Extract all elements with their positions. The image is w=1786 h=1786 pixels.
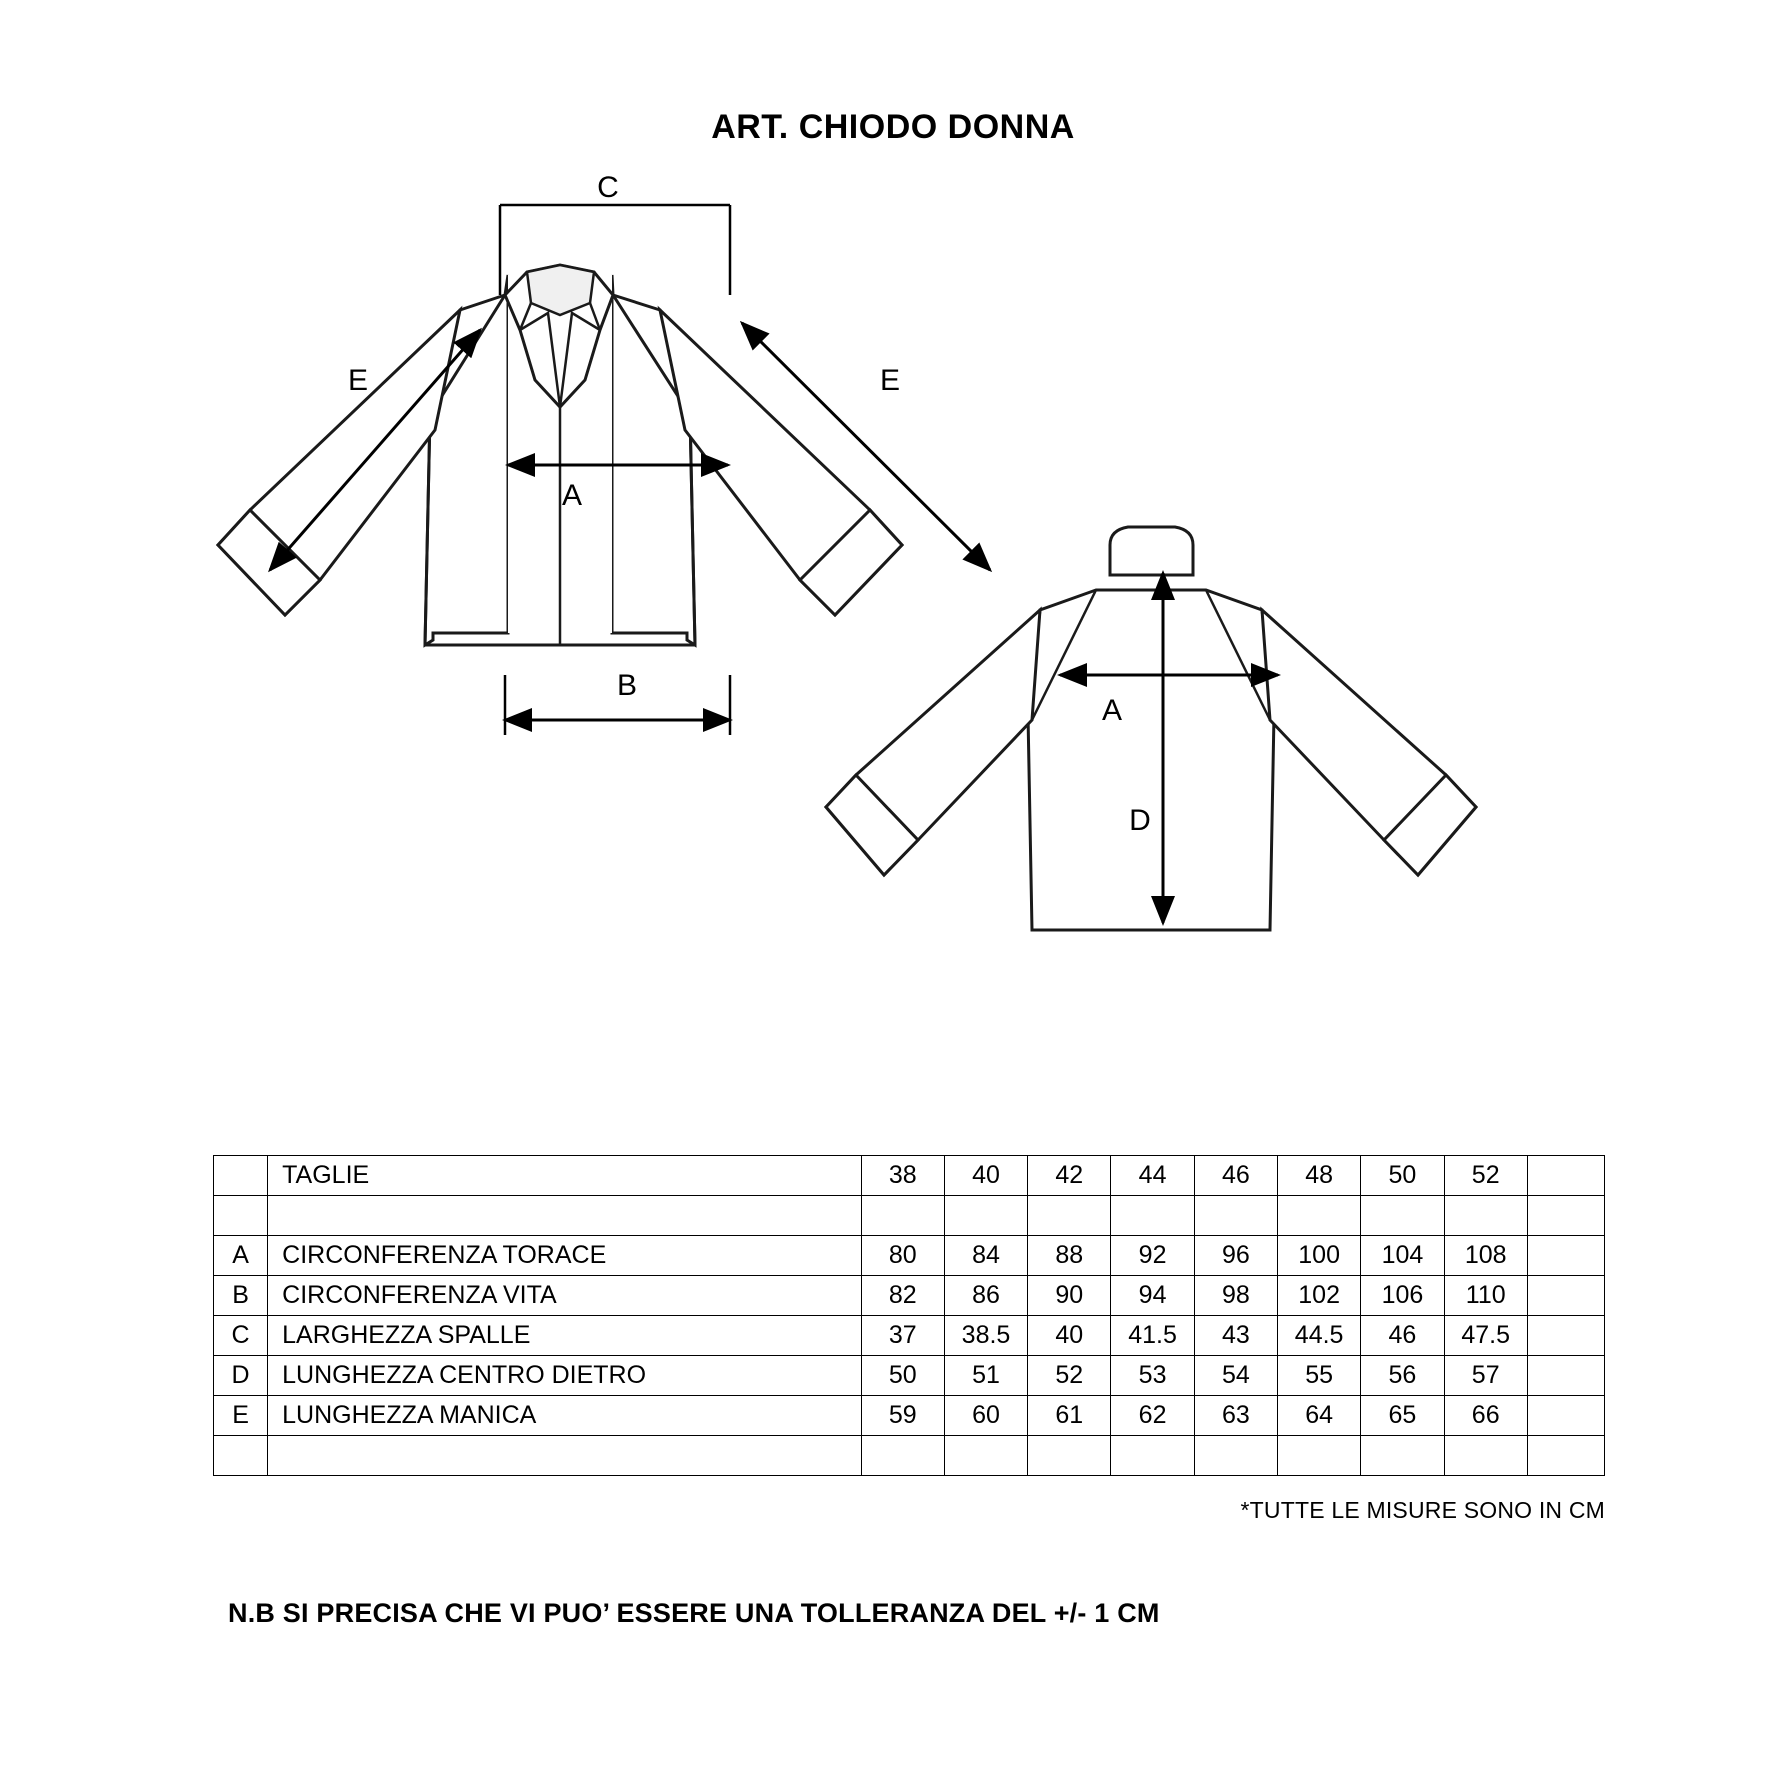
- row-value: 56: [1361, 1356, 1444, 1396]
- header-size-50: 50: [1361, 1156, 1444, 1196]
- spacer-cell: [1444, 1196, 1527, 1236]
- row-value: 90: [1028, 1276, 1111, 1316]
- table-spacer-row-bottom: [214, 1436, 1605, 1476]
- row-value: 98: [1194, 1276, 1277, 1316]
- row-letter: D: [214, 1356, 268, 1396]
- spacer-cell: [1194, 1196, 1277, 1236]
- row-value: 96: [1194, 1236, 1277, 1276]
- row-value: 86: [944, 1276, 1027, 1316]
- row-value: 53: [1111, 1356, 1194, 1396]
- table-row: [214, 1356, 1605, 1396]
- row-value: 57: [1444, 1356, 1527, 1396]
- spacer-cell: [1278, 1196, 1361, 1236]
- label-A-back: A: [1101, 694, 1123, 727]
- row-tail: [1527, 1316, 1604, 1356]
- row-tail: [1527, 1356, 1604, 1396]
- label-C: C: [597, 175, 619, 204]
- header-size-38: 38: [861, 1156, 944, 1196]
- row-letter: E: [214, 1396, 268, 1436]
- row-value: 37: [861, 1316, 944, 1356]
- row-value: 104: [1361, 1236, 1444, 1276]
- row-value: 102: [1278, 1276, 1361, 1316]
- label-A-front: A: [561, 479, 583, 512]
- table-row: [214, 1396, 1605, 1436]
- row-value: 65: [1361, 1396, 1444, 1436]
- row-value: 38.5: [944, 1316, 1027, 1356]
- label-B: B: [616, 669, 638, 702]
- header-label-cell: TAGLIE: [268, 1156, 861, 1196]
- page-title: ART. CHIODO DONNA: [711, 108, 1075, 146]
- spacer-cell: [268, 1196, 861, 1236]
- row-tail: [1527, 1236, 1604, 1276]
- spacer-cell: [1028, 1436, 1111, 1476]
- row-tail: [1527, 1396, 1604, 1436]
- garment-diagrams: [0, 175, 1786, 1115]
- row-value: 62: [1111, 1396, 1194, 1436]
- spacer-cell: [1361, 1436, 1444, 1476]
- row-tail: [1527, 1276, 1604, 1316]
- row-label: CIRCONFERENZA VITA: [268, 1276, 861, 1316]
- row-letter: C: [214, 1316, 268, 1356]
- row-value: 54: [1194, 1356, 1277, 1396]
- table-row: [214, 1316, 1605, 1356]
- row-value: 43: [1194, 1316, 1277, 1356]
- spacer-cell: [944, 1196, 1027, 1236]
- header-size-44: 44: [1111, 1156, 1194, 1196]
- row-value: 106: [1361, 1276, 1444, 1316]
- spacer-cell: [1111, 1436, 1194, 1476]
- header-size-42: 42: [1028, 1156, 1111, 1196]
- spacer-cell: [1028, 1196, 1111, 1236]
- header-letter-cell: [214, 1156, 268, 1196]
- row-value: 88: [1028, 1236, 1111, 1276]
- spacer-cell: [1527, 1436, 1604, 1476]
- row-value: 50: [861, 1356, 944, 1396]
- spacer-cell: [944, 1436, 1027, 1476]
- row-label: LUNGHEZZA CENTRO DIETRO: [268, 1356, 861, 1396]
- row-value: 47.5: [1444, 1316, 1527, 1356]
- table-row: [214, 1236, 1605, 1276]
- spacer-cell: [1361, 1196, 1444, 1236]
- table-spacer-row-top: [214, 1196, 1605, 1236]
- label-E-right: E: [879, 364, 901, 397]
- row-value: 40: [1028, 1316, 1111, 1356]
- row-value: 94: [1111, 1276, 1194, 1316]
- header-size-52: 52: [1444, 1156, 1527, 1196]
- row-value: 52: [1028, 1356, 1111, 1396]
- spacer-cell: [1111, 1196, 1194, 1236]
- row-value: 44.5: [1278, 1316, 1361, 1356]
- front-view-jacket: [218, 265, 902, 645]
- size-table: [213, 1155, 1605, 1476]
- row-value: 80: [861, 1236, 944, 1276]
- row-label: LUNGHEZZA MANICA: [268, 1396, 861, 1436]
- row-value: 55: [1278, 1356, 1361, 1396]
- tolerance-note: N.B SI PRECISA CHE VI PUO’ ESSERE UNA TOLLERANZA DEL +/- 1 CM: [228, 1598, 1160, 1628]
- size-table-container: [213, 1155, 1605, 1476]
- row-value: 64: [1278, 1396, 1361, 1436]
- spacer-cell: [861, 1436, 944, 1476]
- row-letter: B: [214, 1276, 268, 1316]
- row-value: 63: [1194, 1396, 1277, 1436]
- row-letter: A: [214, 1236, 268, 1276]
- row-value: 100: [1278, 1236, 1361, 1276]
- header-size-46: 46: [1194, 1156, 1277, 1196]
- spacer-cell: [1527, 1196, 1604, 1236]
- spacer-cell: [268, 1436, 861, 1476]
- header-tail-cell: [1527, 1156, 1604, 1196]
- row-value: 59: [861, 1396, 944, 1436]
- row-value: 60: [944, 1396, 1027, 1436]
- label-D: D: [1129, 804, 1151, 837]
- row-value: 82: [861, 1276, 944, 1316]
- spacer-cell: [1278, 1436, 1361, 1476]
- spacer-cell: [214, 1436, 268, 1476]
- label-E-left: E: [347, 364, 369, 397]
- row-label: CIRCONFERENZA TORACE: [268, 1236, 861, 1276]
- row-value: 108: [1444, 1236, 1527, 1276]
- header-size-40: 40: [944, 1156, 1027, 1196]
- spacer-cell: [861, 1196, 944, 1236]
- back-view-jacket: [826, 527, 1476, 930]
- header-size-48: 48: [1278, 1156, 1361, 1196]
- row-value: 110: [1444, 1276, 1527, 1316]
- spacer-cell: [214, 1196, 268, 1236]
- table-row: [214, 1276, 1605, 1316]
- row-value: 92: [1111, 1236, 1194, 1276]
- table-header-row: [214, 1156, 1605, 1196]
- units-note: *TUTTE LE MISURE SONO IN CM: [1240, 1497, 1605, 1523]
- row-value: 84: [944, 1236, 1027, 1276]
- row-label: LARGHEZZA SPALLE: [268, 1316, 861, 1356]
- row-value: 41.5: [1111, 1316, 1194, 1356]
- spacer-cell: [1444, 1436, 1527, 1476]
- row-value: 46: [1361, 1316, 1444, 1356]
- row-value: 61: [1028, 1396, 1111, 1436]
- row-value: 66: [1444, 1396, 1527, 1436]
- spacer-cell: [1194, 1436, 1277, 1476]
- row-value: 51: [944, 1356, 1027, 1396]
